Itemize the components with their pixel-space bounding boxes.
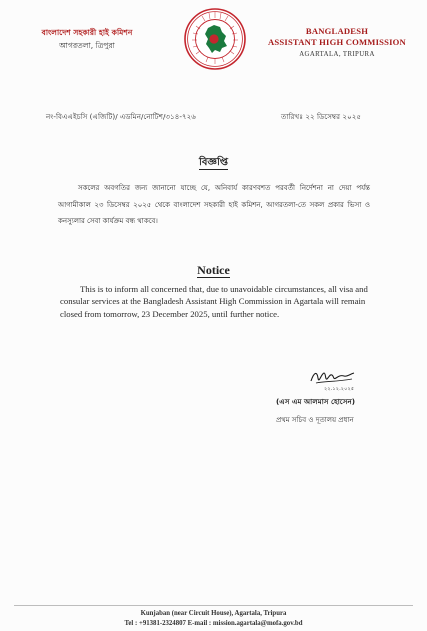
bangla-notice-title: [0, 155, 427, 172]
mission-name: ASSISTANT HIGH COMMISSION: [268, 37, 406, 47]
notice-date: তারিখঃ ২২ ডিসেম্বর ২০২৫: [281, 112, 362, 121]
bangla-notice-title-text: বিজ্ঞপ্তি: [198, 157, 229, 168]
english-notice-title-text: Notice: [197, 263, 230, 277]
country-name: BANGLADESH: [305, 26, 369, 36]
signer-designation: প্রথম সচিব ও দূতালয় প্রধান: [276, 416, 354, 424]
footer-contact: Tel : +91381-2324807 E-mail : mission.agartala@mofa.gov.bd: [124, 619, 303, 627]
english-notice-title: [0, 263, 427, 278]
mission-name-bangla: বাংলাদেশ সহকারী হাই কমিশন: [41, 28, 133, 37]
footer: [0, 609, 427, 628]
mission-location: AGARTALA, TRIPURA: [299, 51, 375, 58]
signature-date: ২২.১২.২০২৫: [324, 386, 355, 392]
letterhead-bangla: [12, 26, 162, 52]
footer-address: Kunjaban (near Circuit House), Agartala, Tripura: [140, 610, 287, 617]
bangla-notice-body: সকলের অবগতির জন্য জানানো যাচ্ছে যে, অনিবার্য কারণবশত পরবর্তী নির্দেশনা না দেয়া পর্যন্ত আগামীকাল ২৩ ডিসেম্বর ২০২৫ থেকে বাংলাদেশ সহকারী হাই কমিশন, আগরতলা-তে সকল প্রকার ভিসা ও কনস্যুলার সেবা কার্যক্রম বন্ধ থাকবে।: [58, 184, 370, 225]
letterhead-english: [262, 26, 412, 60]
bangladesh-government-emblem-icon: [184, 8, 246, 70]
handwritten-signature-icon: [308, 366, 358, 392]
footer-divider: [14, 605, 413, 606]
signer-name: (এস এম আলমাস হোসেন): [276, 397, 356, 406]
english-notice-body: This is to inform all concerned that, due to unavoidable circumstances, all visa and consular services at the Bangladesh Assistant High Commission in Agartala will remain closed from tomorrow, 23 December 2025, until further notice.: [60, 284, 368, 319]
reference-number: নং-বিএএইচসি (এজিটি)/ এডমিন/নোটিশ/৩১৪-৭২৬: [46, 112, 196, 121]
mission-location-bangla: আগরতলা, ত্রিপুরা: [59, 41, 115, 50]
